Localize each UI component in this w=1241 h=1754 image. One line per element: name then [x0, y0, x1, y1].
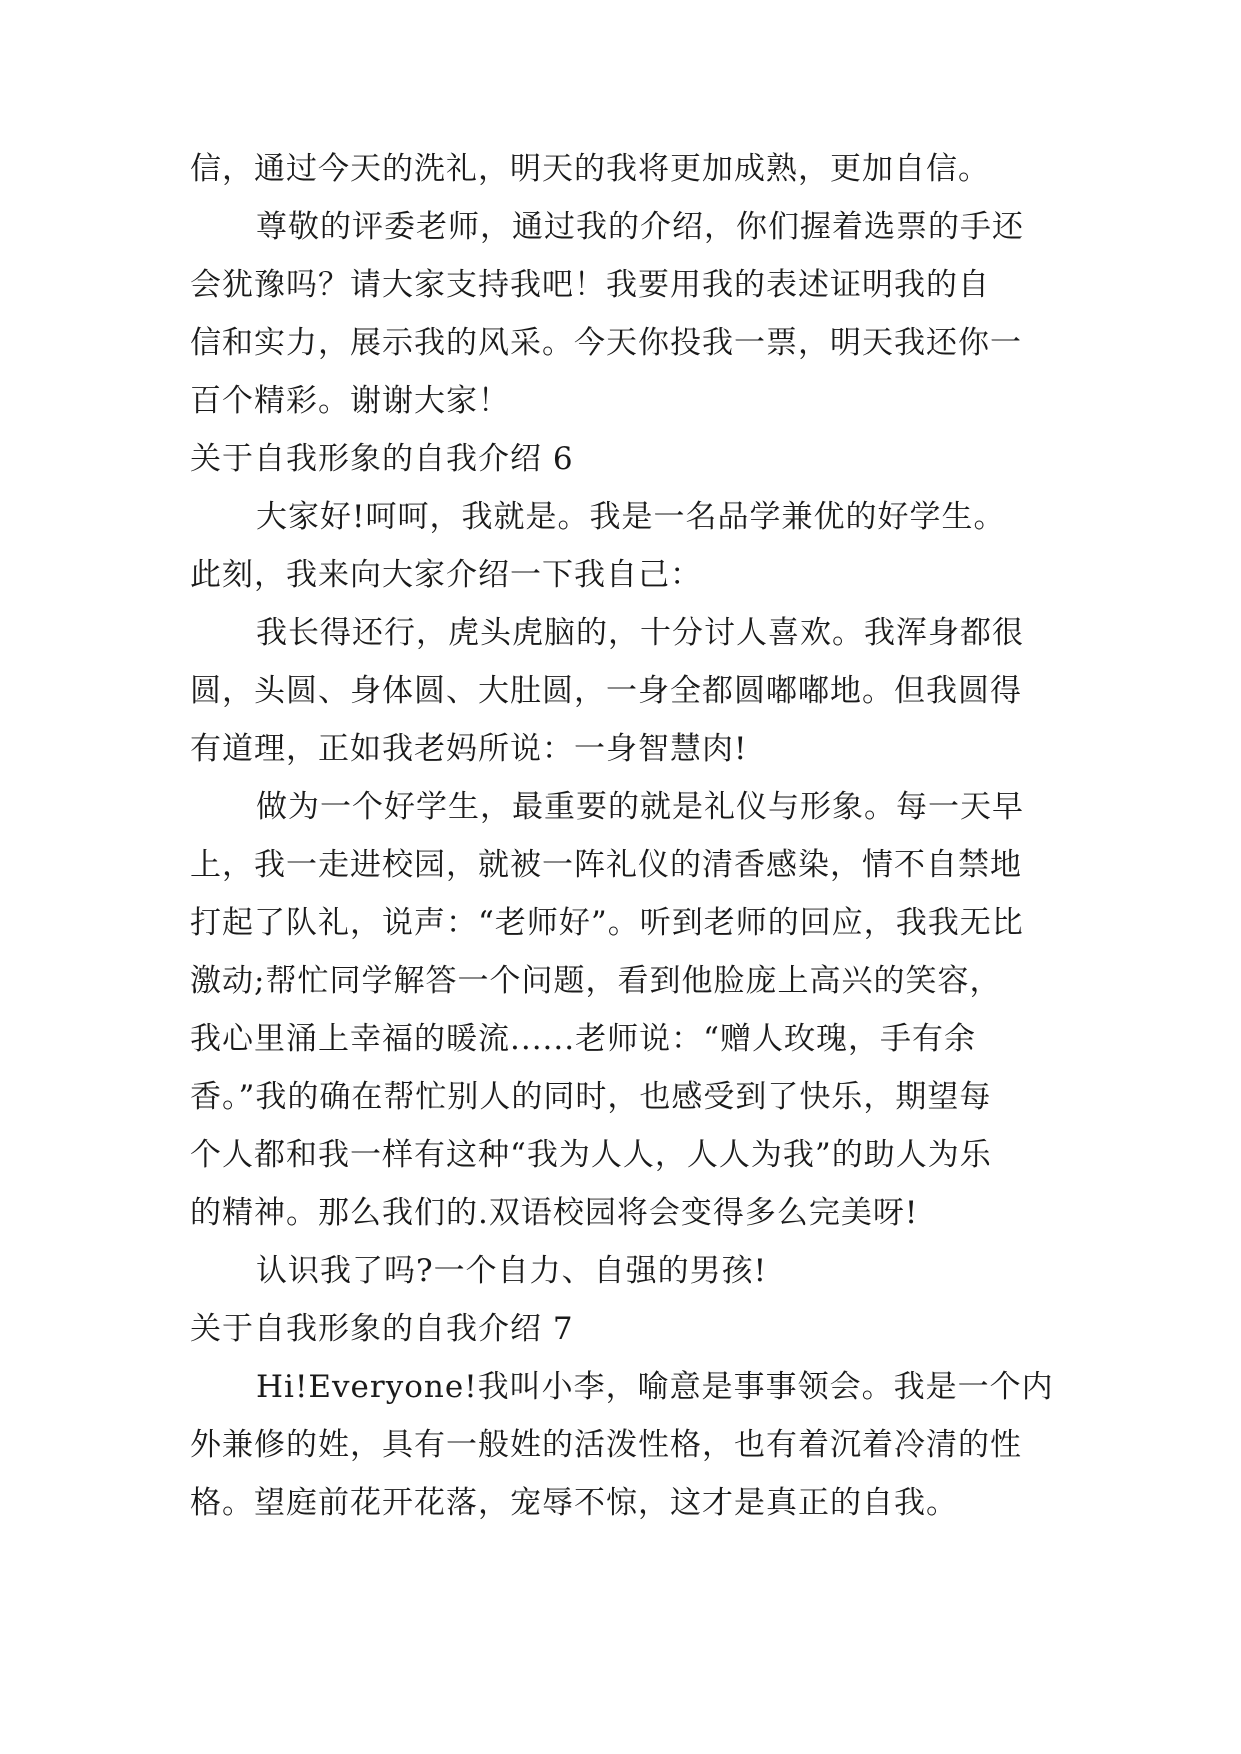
text-line: 信，通过今天的洗礼，明天的我将更加成熟，更加自信。 [190, 151, 990, 187]
text-line: 会犹豫吗？请大家支持我吧！我要用我的表述证明我的自 [190, 267, 990, 303]
text-line: 信和实力，展示我的风采。今天你投我一票，明天我还你一 [190, 325, 1022, 361]
text-line: 香。”我的确在帮忙别人的同时，也感受到了快乐，期望每 [190, 1079, 992, 1115]
paragraph-start-line: 我长得还行，虎头虎脑的，十分讨人喜欢。我浑身都很 [256, 615, 1024, 651]
text-line: 个人都和我一样有这种“我为人人，人人为我”的助人为乐 [190, 1137, 992, 1173]
text-line: 百个精彩。谢谢大家！ [190, 383, 510, 419]
paragraph-start-line: Hi!Everyone!我叫小李，喻意是事事领会。我是一个内 [256, 1369, 1054, 1405]
paragraph-start-line: 尊敬的评委老师，通过我的介绍，你们握着选票的手还 [256, 209, 1024, 245]
text-line: 此刻，我来向大家介绍一下我自己： [190, 557, 702, 593]
text-line: 外兼修的姓，具有一般姓的活泼性格，也有着沉着冷清的性 [190, 1427, 1022, 1463]
text-line: 上，我一走进校园，就被一阵礼仪的清香感染，情不自禁地 [190, 847, 1022, 883]
paragraph-start-line: 做为一个好学生，最重要的就是礼仪与形象。每一天早 [256, 789, 1024, 825]
text-line: 打起了队礼，说声：“老师好”。听到老师的回应，我我无比 [190, 905, 1024, 941]
text-line: 圆，头圆、身体圆、大肚圆，一身全都圆嘟嘟地。但我圆得 [190, 673, 1022, 709]
paragraph-start-line: 大家好!呵呵，我就是。我是一名品学兼优的好学生。 [256, 499, 1006, 535]
section-heading-6: 关于自我形象的自我介绍 6 [190, 441, 574, 477]
text-line: 格。望庭前花开花落，宠辱不惊，这才是真正的自我。 [190, 1485, 958, 1521]
text-line: 激动;帮忙同学解答一个问题，看到他脸庞上高兴的笑容， [190, 963, 1002, 999]
paragraph-start-line: 认识我了吗?一个自力、自强的男孩! [256, 1253, 768, 1289]
section-heading-7: 关于自我形象的自我介绍 7 [190, 1311, 574, 1347]
text-line: 我心里涌上幸福的暖流......老师说：“赠人玫瑰，手有余 [190, 1021, 976, 1057]
text-line: 有道理，正如我老妈所说：一身智慧肉! [190, 731, 748, 767]
text-line: 的精神。那么我们的.双语校园将会变得多么完美呀! [190, 1195, 919, 1231]
